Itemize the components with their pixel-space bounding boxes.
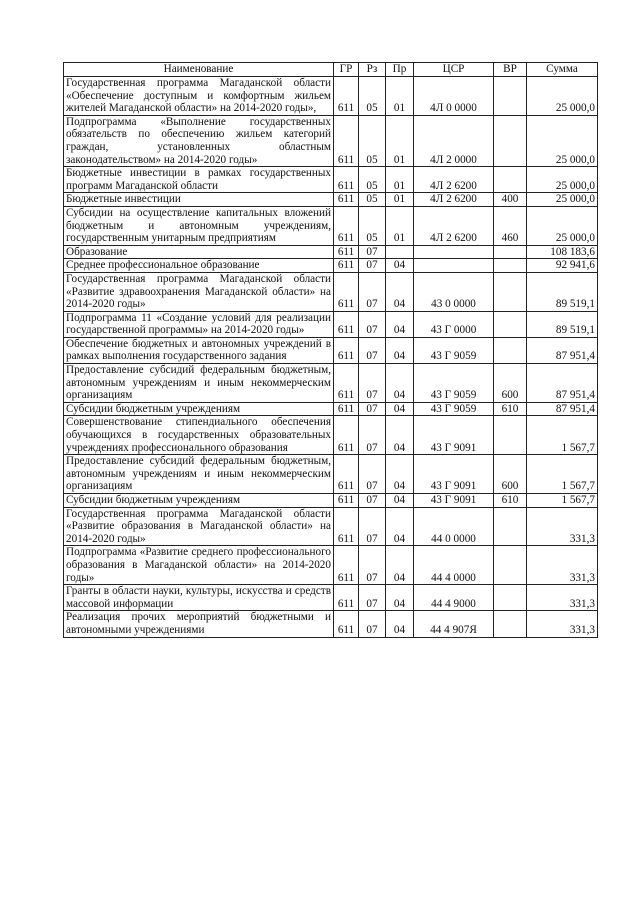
cell-rz: 07 xyxy=(359,337,386,363)
cell-csr: 4Л 0 0000 xyxy=(414,77,494,116)
cell-sum: 25 000,0 xyxy=(527,193,598,207)
cell-pr: 01 xyxy=(386,115,414,166)
cell-pr: 04 xyxy=(386,402,414,416)
cell-name: Обеспечение бюджетных и автономных учреждений в рамках выполнения государственного задания xyxy=(64,337,334,363)
cell-rz: 07 xyxy=(359,507,386,546)
budget-table xyxy=(63,62,598,638)
table-row xyxy=(64,494,598,508)
cell-rz: 05 xyxy=(359,115,386,166)
cell-csr: 44 4 0000 xyxy=(414,546,494,585)
cell-rz: 05 xyxy=(359,77,386,116)
cell-sum: 87 951,4 xyxy=(527,364,598,403)
header-sum: Сумма xyxy=(527,63,598,77)
cell-csr: 43 Г 9091 xyxy=(414,416,494,455)
cell-vr: 400 xyxy=(494,193,527,207)
cell-gr: 611 xyxy=(334,585,359,611)
cell-rz: 07 xyxy=(359,416,386,455)
cell-vr xyxy=(494,546,527,585)
cell-rz: 07 xyxy=(359,611,386,637)
cell-gr: 611 xyxy=(334,507,359,546)
cell-rz: 07 xyxy=(359,585,386,611)
cell-sum: 25 000,0 xyxy=(527,167,598,193)
cell-csr: 43 Г 9059 xyxy=(414,337,494,363)
cell-csr: 44 4 9000 xyxy=(414,585,494,611)
cell-rz: 07 xyxy=(359,455,386,494)
cell-sum: 1 567,7 xyxy=(527,416,598,455)
cell-gr: 611 xyxy=(334,611,359,637)
cell-sum: 89 519,1 xyxy=(527,272,598,311)
cell-name: Государственная программа Магаданской области «Развитие здравоохранения Магаданской области» на 2014-2020 годы» xyxy=(64,272,334,311)
cell-gr: 611 xyxy=(334,206,359,245)
cell-name: Среднее профессиональное образование xyxy=(64,259,334,273)
cell-pr: 04 xyxy=(386,546,414,585)
cell-pr: 04 xyxy=(386,259,414,273)
cell-name: Государственная программа Магаданской области «Развитие образования в Магаданской области» на 2014-2020 годы» xyxy=(64,507,334,546)
cell-vr xyxy=(494,167,527,193)
cell-gr: 611 xyxy=(334,167,359,193)
cell-pr: 04 xyxy=(386,364,414,403)
cell-gr: 611 xyxy=(334,245,359,259)
cell-gr: 611 xyxy=(334,193,359,207)
cell-vr xyxy=(494,311,527,337)
cell-vr: 600 xyxy=(494,364,527,403)
cell-name: Бюджетные инвестиции в рамках государственных программ Магаданской области xyxy=(64,167,334,193)
cell-gr: 611 xyxy=(334,546,359,585)
header-pr: Пр xyxy=(386,63,414,77)
table-row xyxy=(64,311,598,337)
cell-rz: 07 xyxy=(359,546,386,585)
table-row xyxy=(64,77,598,116)
cell-sum: 331,3 xyxy=(527,546,598,585)
cell-rz: 07 xyxy=(359,311,386,337)
cell-name: Подпрограмма «Развитие среднего профессионального образования в Магаданской области» на 2014-2020 годы» xyxy=(64,546,334,585)
cell-rz: 07 xyxy=(359,245,386,259)
cell-sum: 331,3 xyxy=(527,507,598,546)
cell-sum: 87 951,4 xyxy=(527,402,598,416)
header-vr: ВР xyxy=(494,63,527,77)
table-row xyxy=(64,337,598,363)
cell-vr xyxy=(494,272,527,311)
cell-vr: 600 xyxy=(494,455,527,494)
table-row xyxy=(64,167,598,193)
cell-name: Предоставление субсидий федеральным бюджетным, автономным учреждениям и иным некоммерческим организациям xyxy=(64,364,334,403)
cell-name: Подпрограмма 11 «Создание условий для реализации государственной программы» на 2014-2020 годы» xyxy=(64,311,334,337)
table-row xyxy=(64,259,598,273)
cell-rz: 07 xyxy=(359,259,386,273)
table-row xyxy=(64,402,598,416)
cell-vr xyxy=(494,259,527,273)
cell-rz: 07 xyxy=(359,272,386,311)
table-row xyxy=(64,272,598,311)
cell-name: Субсидии бюджетным учреждениям xyxy=(64,402,334,416)
cell-pr: 04 xyxy=(386,311,414,337)
cell-name: Совершенствование стипендиального обеспечения обучающихся в государственных образовательных учреждениях профессионального образования xyxy=(64,416,334,455)
table-row xyxy=(64,115,598,166)
cell-sum: 87 951,4 xyxy=(527,337,598,363)
cell-gr: 611 xyxy=(334,337,359,363)
header-rz: Рз xyxy=(359,63,386,77)
cell-sum: 25 000,0 xyxy=(527,115,598,166)
cell-csr: 4Л 2 0000 xyxy=(414,115,494,166)
cell-csr: 43 Г 9059 xyxy=(414,402,494,416)
cell-vr xyxy=(494,337,527,363)
cell-csr: 44 4 907Я xyxy=(414,611,494,637)
cell-vr: 610 xyxy=(494,494,527,508)
cell-csr: 43 Г 9091 xyxy=(414,494,494,508)
cell-gr: 611 xyxy=(334,272,359,311)
cell-vr xyxy=(494,585,527,611)
cell-pr xyxy=(386,245,414,259)
cell-gr: 611 xyxy=(334,259,359,273)
cell-name: Образование xyxy=(64,245,334,259)
cell-name: Гранты в области науки, культуры, искусства и средств массовой информации xyxy=(64,585,334,611)
cell-csr: 43 Г 9091 xyxy=(414,455,494,494)
cell-pr: 04 xyxy=(386,507,414,546)
cell-csr: 4Л 2 6200 xyxy=(414,206,494,245)
cell-vr: 460 xyxy=(494,206,527,245)
cell-csr: 4Л 2 6200 xyxy=(414,193,494,207)
cell-csr: 4Л 2 6200 xyxy=(414,167,494,193)
cell-vr xyxy=(494,416,527,455)
cell-gr: 611 xyxy=(334,311,359,337)
cell-csr: 43 0 0000 xyxy=(414,272,494,311)
table-row xyxy=(64,416,598,455)
cell-sum: 89 519,1 xyxy=(527,311,598,337)
cell-csr: 43 Г 0000 xyxy=(414,311,494,337)
cell-rz: 05 xyxy=(359,167,386,193)
cell-gr: 611 xyxy=(334,364,359,403)
cell-vr xyxy=(494,115,527,166)
cell-vr xyxy=(494,507,527,546)
cell-pr: 01 xyxy=(386,193,414,207)
cell-name: Бюджетные инвестиции xyxy=(64,193,334,207)
cell-csr xyxy=(414,259,494,273)
cell-gr: 611 xyxy=(334,77,359,116)
cell-sum: 1 567,7 xyxy=(527,494,598,508)
cell-rz: 07 xyxy=(359,364,386,403)
cell-csr: 43 Г 9059 xyxy=(414,364,494,403)
header-gr: ГР xyxy=(334,63,359,77)
cell-vr xyxy=(494,611,527,637)
table-row xyxy=(64,611,598,637)
cell-rz: 07 xyxy=(359,494,386,508)
cell-sum: 25 000,0 xyxy=(527,77,598,116)
cell-name: Субсидии бюджетным учреждениям xyxy=(64,494,334,508)
cell-name: Подпрограмма «Выполнение государственных обязательств по обеспечению жильем категорий граждан, установленных областным законодательством» на 2014-2020 годы» xyxy=(64,115,334,166)
table-row xyxy=(64,507,598,546)
cell-gr: 611 xyxy=(334,494,359,508)
cell-pr: 01 xyxy=(386,77,414,116)
cell-vr: 610 xyxy=(494,402,527,416)
cell-rz: 05 xyxy=(359,193,386,207)
cell-gr: 611 xyxy=(334,402,359,416)
cell-sum: 25 000,0 xyxy=(527,206,598,245)
cell-gr: 611 xyxy=(334,416,359,455)
cell-pr: 01 xyxy=(386,167,414,193)
cell-sum: 92 941,6 xyxy=(527,259,598,273)
cell-vr xyxy=(494,77,527,116)
cell-name: Реализация прочих мероприятий бюджетными и автономными учреждениями xyxy=(64,611,334,637)
cell-sum: 108 183,6 xyxy=(527,245,598,259)
table-body xyxy=(64,77,598,638)
table-row xyxy=(64,546,598,585)
cell-name: Предоставление субсидий федеральным бюджетным, автономным учреждениям и иным некоммерческим организациям xyxy=(64,455,334,494)
cell-csr: 44 0 0000 xyxy=(414,507,494,546)
table-row xyxy=(64,193,598,207)
cell-pr: 04 xyxy=(386,272,414,311)
table-row xyxy=(64,206,598,245)
cell-pr: 04 xyxy=(386,455,414,494)
header-name: Наименование xyxy=(64,63,334,77)
table-row xyxy=(64,245,598,259)
table-row xyxy=(64,585,598,611)
cell-sum: 331,3 xyxy=(527,585,598,611)
header-csr: ЦСР xyxy=(414,63,494,77)
cell-pr: 04 xyxy=(386,611,414,637)
cell-rz: 07 xyxy=(359,402,386,416)
cell-gr: 611 xyxy=(334,115,359,166)
cell-pr: 04 xyxy=(386,337,414,363)
cell-gr: 611 xyxy=(334,455,359,494)
cell-pr: 01 xyxy=(386,206,414,245)
cell-pr: 04 xyxy=(386,494,414,508)
cell-csr xyxy=(414,245,494,259)
cell-pr: 04 xyxy=(386,585,414,611)
table-header-row xyxy=(64,63,598,77)
cell-sum: 1 567,7 xyxy=(527,455,598,494)
cell-vr xyxy=(494,245,527,259)
cell-name: Государственная программа Магаданской области «Обеспечение доступным и комфортным жильем жителей Магаданской области» на 2014-2020 годы», xyxy=(64,77,334,116)
table-row xyxy=(64,364,598,403)
cell-rz: 05 xyxy=(359,206,386,245)
cell-sum: 331,3 xyxy=(527,611,598,637)
cell-name: Субсидии на осуществление капитальных вложений бюджетным и автономным учреждениям, государственным унитарным предприятиям xyxy=(64,206,334,245)
cell-pr: 04 xyxy=(386,416,414,455)
table-row xyxy=(64,455,598,494)
